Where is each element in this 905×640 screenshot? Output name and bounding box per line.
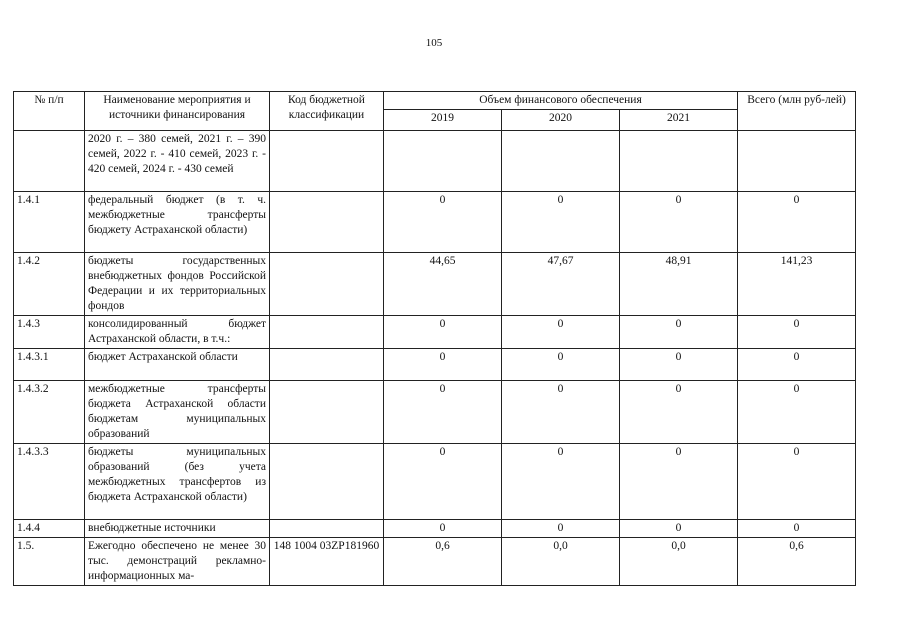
row-value-2020: 0 bbox=[502, 192, 620, 253]
header-year-2020: 2020 bbox=[502, 110, 620, 131]
budget-table bbox=[13, 91, 856, 586]
row-num: 1.4.3.1 bbox=[14, 349, 85, 381]
row-value-2021: 0 bbox=[620, 381, 738, 444]
row-name: федеральный бюджет (в т. ч. межбюджетные трансферты бюджету Астраханской области) bbox=[85, 192, 270, 253]
row-value-2019: 0 bbox=[384, 349, 502, 381]
row-code bbox=[270, 520, 384, 538]
row-value-2019 bbox=[384, 131, 502, 192]
row-value-2021: 0 bbox=[620, 349, 738, 381]
row-total bbox=[738, 131, 856, 192]
row-value-2020: 47,67 bbox=[502, 253, 620, 316]
row-num: 1.4.3.3 bbox=[14, 444, 85, 520]
row-total: 0 bbox=[738, 192, 856, 253]
row-value-2019: 0 bbox=[384, 381, 502, 444]
row-value-2019: 0 bbox=[384, 316, 502, 349]
page-number: 105 bbox=[425, 37, 443, 49]
row-num: 1.4.3 bbox=[14, 316, 85, 349]
row-value-2021: 0 bbox=[620, 444, 738, 520]
row-value-2020: 0 bbox=[502, 444, 620, 520]
row-name: бюджеты государственных внебюджетных фондов Российской Федерации и их территориальных фондов bbox=[85, 253, 270, 316]
row-total: 0 bbox=[738, 381, 856, 444]
row-name: консолидированный бюджет Астраханской области, в т.ч.: bbox=[85, 316, 270, 349]
row-value-2020: 0 bbox=[502, 520, 620, 538]
row-code bbox=[270, 192, 384, 253]
row-total: 0 bbox=[738, 444, 856, 520]
row-value-2021: 0 bbox=[620, 520, 738, 538]
table-row bbox=[14, 131, 856, 192]
table-row bbox=[14, 316, 856, 349]
row-num: 1.4.2 bbox=[14, 253, 85, 316]
row-code bbox=[270, 316, 384, 349]
row-value-2021 bbox=[620, 131, 738, 192]
row-code bbox=[270, 131, 384, 192]
header-code: Код бюджетной классификации bbox=[270, 92, 384, 131]
header-total: Всего (млн руб-лей) bbox=[738, 92, 856, 131]
table-row bbox=[14, 538, 856, 586]
row-value-2019: 0 bbox=[384, 520, 502, 538]
row-value-2021: 0,0 bbox=[620, 538, 738, 586]
row-code bbox=[270, 381, 384, 444]
row-code bbox=[270, 253, 384, 316]
row-total: 0 bbox=[738, 316, 856, 349]
row-value-2020: 0 bbox=[502, 349, 620, 381]
row-value-2019: 0 bbox=[384, 444, 502, 520]
row-total: 141,23 bbox=[738, 253, 856, 316]
row-code bbox=[270, 349, 384, 381]
row-name: бюджеты муниципальных образований (без учета межбюджетных трансфертов из бюджета Астраханской области) bbox=[85, 444, 270, 520]
header-year-2021: 2021 bbox=[620, 110, 738, 131]
row-name: внебюджетные источники bbox=[85, 520, 270, 538]
row-name: Ежегодно обеспечено не менее 30 тыс. демонстраций рекламно-информационных ма- bbox=[85, 538, 270, 586]
table-row bbox=[14, 520, 856, 538]
row-value-2019: 44,65 bbox=[384, 253, 502, 316]
header-num: № п/п bbox=[14, 92, 85, 131]
row-num: 1.5. bbox=[14, 538, 85, 586]
row-total: 0 bbox=[738, 520, 856, 538]
row-num bbox=[14, 131, 85, 192]
row-value-2019: 0 bbox=[384, 192, 502, 253]
row-code bbox=[270, 444, 384, 520]
header-name: Наименование мероприятия и источники финансирования bbox=[85, 92, 270, 131]
row-value-2019: 0,6 bbox=[384, 538, 502, 586]
row-value-2021: 0 bbox=[620, 316, 738, 349]
header-year-2019: 2019 bbox=[384, 110, 502, 131]
table-row bbox=[14, 192, 856, 253]
header-finance: Объем финансового обеспечения bbox=[384, 92, 738, 110]
row-value-2021: 48,91 bbox=[620, 253, 738, 316]
row-name: бюджет Астраханской области bbox=[85, 349, 270, 381]
table-row bbox=[14, 381, 856, 444]
row-total: 0 bbox=[738, 349, 856, 381]
row-value-2020: 0 bbox=[502, 316, 620, 349]
row-code: 148 1004 03ZP181960 bbox=[270, 538, 384, 586]
table-row bbox=[14, 253, 856, 316]
row-num: 1.4.4 bbox=[14, 520, 85, 538]
row-total: 0,6 bbox=[738, 538, 856, 586]
table-row bbox=[14, 444, 856, 520]
row-num: 1.4.1 bbox=[14, 192, 85, 253]
row-value-2020: 0 bbox=[502, 381, 620, 444]
table-header bbox=[14, 92, 856, 131]
row-value-2020 bbox=[502, 131, 620, 192]
row-value-2021: 0 bbox=[620, 192, 738, 253]
row-num: 1.4.3.2 bbox=[14, 381, 85, 444]
table-row bbox=[14, 349, 856, 381]
row-name: межбюджетные трансферты бюджета Астраханской области бюджетам муниципальных образований bbox=[85, 381, 270, 444]
row-name: 2020 г. – 380 семей, 2021 г. – 390 семей, 2022 г. - 410 семей, 2023 г. - 420 семей, 2024 г. - 430 семей bbox=[85, 131, 270, 192]
row-value-2020: 0,0 bbox=[502, 538, 620, 586]
